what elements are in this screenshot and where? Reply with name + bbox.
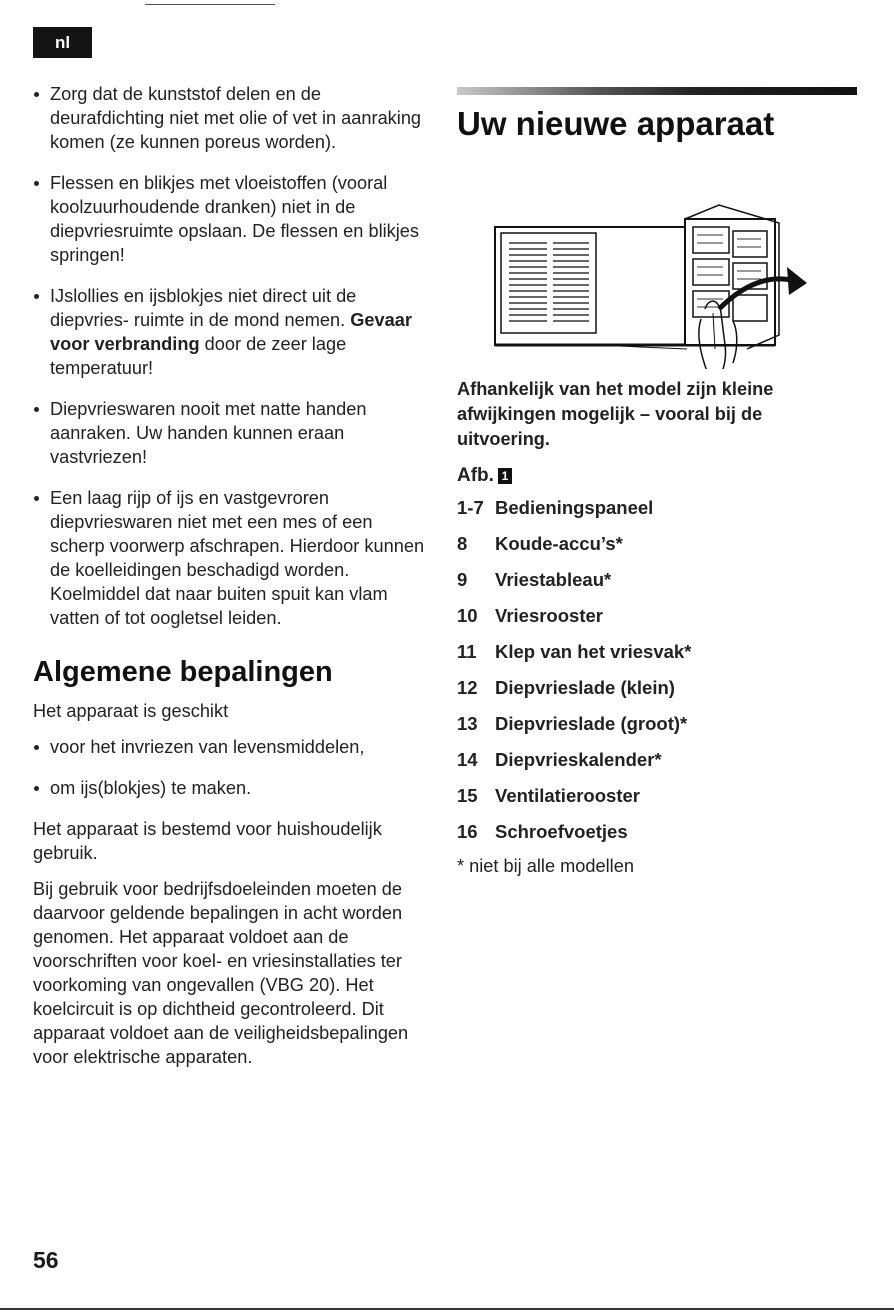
part-label: Vriesrooster	[495, 605, 603, 626]
list-item	[457, 748, 857, 772]
list-item: om ijs(blokjes) te maken.	[33, 776, 428, 800]
part-number: 14	[457, 749, 478, 770]
appliance-manual-illustration	[457, 149, 857, 369]
right-column	[457, 82, 857, 878]
list-item	[457, 604, 857, 628]
part-label: Diepvrieskalender*	[495, 749, 662, 770]
list-item: Zorg dat de kunststof delen en de deurafdichting niet met olie of vet in aanraking komen (ze kunnen poreus worden).	[33, 82, 428, 154]
list-item	[457, 784, 857, 808]
part-label: Vriestableau*	[495, 569, 612, 590]
part-label: Koude-accu’s*	[495, 533, 623, 554]
part-label: Diepvrieslade (groot)*	[495, 713, 688, 734]
part-label: Klep van het vriesvak*	[495, 641, 692, 662]
safety-list	[33, 82, 428, 630]
figure-number-badge: 1	[498, 468, 512, 484]
title-bar	[457, 87, 857, 95]
part-label: Schroefvoetjes	[495, 821, 628, 842]
list-item: Flessen en blikjes met vloeistoffen (vooral koolzuurhoudende dranken) niet in de diepvriesruimte opslaan. De flessen en blikjes springen!	[33, 171, 428, 267]
part-number: 16	[457, 821, 478, 842]
part-number: 12	[457, 677, 478, 698]
part-number: 1-7	[457, 497, 484, 518]
left-column	[33, 82, 428, 1081]
household-paragraph: Het apparaat is bestemd voor huishoudelijk gebruik.	[33, 819, 382, 863]
list-item: voor het invriezen van levensmiddelen,	[33, 735, 428, 759]
bottom-rule	[0, 1308, 894, 1310]
uses-list	[33, 735, 428, 800]
business-paragraph: Bij gebruik voor bedrijfsdoeleinden moeten de daarvoor geldende bepalingen in acht worden genomen. Het apparaat voldoet aan de voorschriften voor koel- en vriesinstallaties ter voorkoming van ongevallen (VBG 20). Het koelcircuit is op dichtheid gecontroleerd. Dit apparaat voldoet aan de veiligheidsbepalingen voor elektrische apparaten.	[33, 879, 409, 1067]
part-number: 8	[457, 533, 468, 554]
language-tab: nl	[33, 27, 92, 58]
list-item: Een laag rijp of ijs en vastgevroren diepvrieswaren niet met een mes of een scherp voorwerp afschrapen. Hierdoor kunnen de koelleidingen beschadigd worden. Koelmiddel dat naar buiten spuit kan vlam vatten of tot oogletsel leiden.	[33, 486, 428, 630]
list-item	[457, 532, 857, 556]
list-item: Diepvrieswaren nooit met natte handen aanraken. Uw handen kunnen eraan vastvriezen!	[33, 397, 428, 469]
page-title: Uw nieuwe apparaat	[457, 105, 775, 142]
part-label: Diepvrieslade (klein)	[495, 677, 675, 698]
list-item	[457, 712, 857, 736]
part-number: 9	[457, 569, 468, 590]
list-item-text: IJslollies en ijsblokjes niet direct uit de diepvries- ruimte in de mond nemen.	[50, 286, 357, 330]
list-item-text: door de zeer lage temperatuur!	[50, 334, 347, 378]
part-number: 11	[457, 641, 477, 662]
list-item	[457, 568, 857, 592]
figure-illustration	[457, 149, 857, 369]
list-item	[457, 640, 857, 664]
part-label: Bedieningspaneel	[495, 497, 654, 518]
top-rule	[145, 4, 275, 5]
list-item	[457, 496, 857, 520]
list-item	[457, 676, 857, 700]
footnote: * niet bij alle modellen	[457, 856, 634, 876]
intro-text: Het apparaat is geschikt	[33, 701, 229, 721]
parts-list	[457, 496, 857, 844]
danger-warning: Gevaar voor verbranding	[50, 310, 412, 354]
part-label: Ventilatierooster	[495, 785, 640, 806]
model-variation-note: Afhankelijk van het model zijn kleine afwijkingen mogelijk – vooral bij de uitvoering.	[457, 379, 774, 449]
part-number: 15	[457, 785, 478, 806]
section-title: Algemene bepalingen	[33, 656, 333, 688]
part-number: 10	[457, 605, 478, 626]
part-number: 13	[457, 713, 478, 734]
list-item	[33, 284, 428, 380]
figure-label: Afb.	[457, 465, 494, 486]
figure-reference	[457, 464, 857, 488]
list-item	[457, 820, 857, 844]
page-number: 56	[33, 1247, 59, 1273]
